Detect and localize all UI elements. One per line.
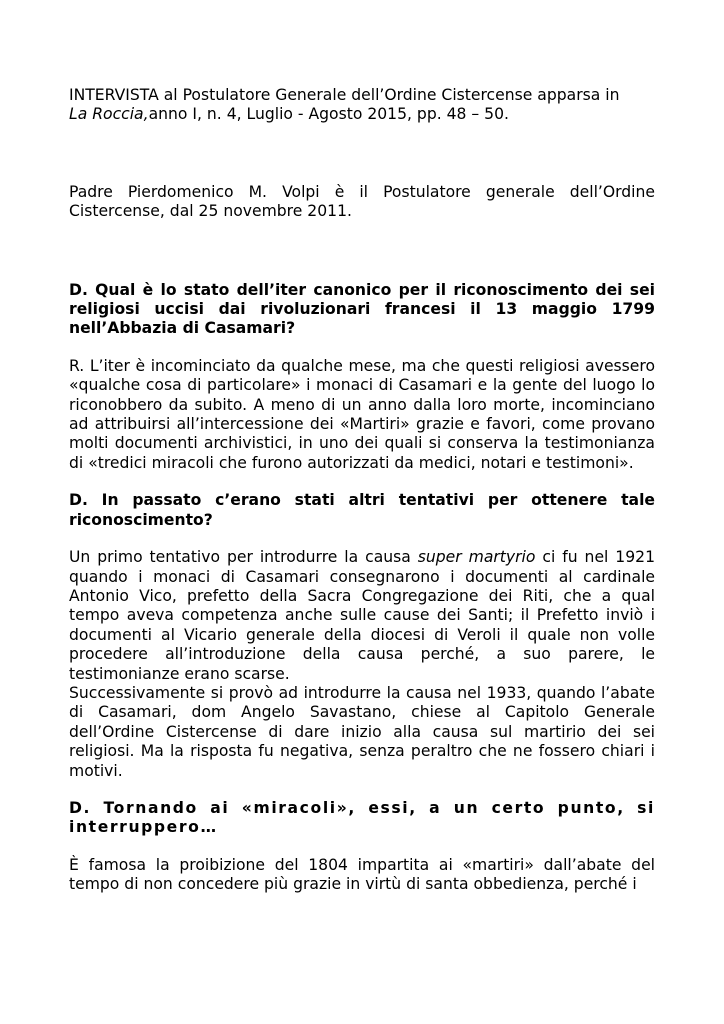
answer-2-italic: super martyrio xyxy=(417,548,536,567)
intro-paragraph: Padre Pierdomenico M. Volpi è il Postulatore generale dell’Ordine Cistercense, dal 25 novembre 2011. xyxy=(69,182,655,221)
answer-2-paragraph-2: Successivamente si provò ad introdurre la causa nel 1933, quando l’abate di Casamari, dom Angelo Savastano, chiese al Capitolo Generale dell’Ordine Cistercense di dare inizio alla causa sul martirio dei sei religiosi. Ma la risposta fu negativa, senza peraltro che ne fossero chiari i motivi. xyxy=(69,683,655,780)
question-1: D. Qual è lo stato dell’iter canonico per il riconoscimento dei sei religiosi uccisi dai rivoluzionari francesi il 13 maggio 1799 nell’Abbazia di Casamari? xyxy=(69,280,655,338)
question-3: D. Tornando ai «miracoli», essi, a un certo punto, si interruppero… xyxy=(69,798,655,837)
header-line2: anno I, n. 4, Luglio - Agosto 2015, pp. 48 – 50. xyxy=(148,105,509,124)
answer-2-text-b: ci fu nel 1921 quando i monaci di Casamari consegnarono i documenti al cardinale Antonio Vico, prefetto della Sacra Congregazione dei Riti, che a qual tempo aveva competenza anche sulle cause dei Santi; il Prefetto inviò i documenti al Vicario generale della diocesi di Veroli il quale non volle procedere all’introduzione della causa perché, a suo parere, le testimonianze erano scarse. xyxy=(69,548,655,683)
answer-3: È famosa la proibizione del 1804 impartita ai «martiri» dall’abate del tempo di non concedere più grazie in virtù di santa obbedienza, perché i xyxy=(69,855,655,894)
answer-2-paragraph-1 xyxy=(69,548,655,684)
answer-2-text-a: Un primo tentativo per introdurre la causa xyxy=(69,548,418,567)
answer-1: R. L’iter è incominciato da qualche mese, ma che questi religiosi avessero «qualche cosa di particolare» i monaci di Casamari e la gente del luogo lo riconobbero da subito. A meno di un anno dalla loro morte, incominciano ad attribuirsi all’intercessione dei «Martiri» grazie e favori, come provano molti documenti archivistici, in uno dei quali si conserva la testimonianza di «tredici miracoli che furono autorizzati da medici, notari e testimoni». xyxy=(69,356,655,472)
header-line1: INTERVISTA al Postulatore Generale dell’Ordine Cistercense apparsa in xyxy=(69,86,620,104)
document-page xyxy=(69,86,655,895)
journal-title: La Roccia, xyxy=(69,105,149,124)
question-2: D. In passato c’erano stati altri tentativi per ottenere tale riconoscimento? xyxy=(69,491,655,529)
document-header xyxy=(69,86,655,125)
